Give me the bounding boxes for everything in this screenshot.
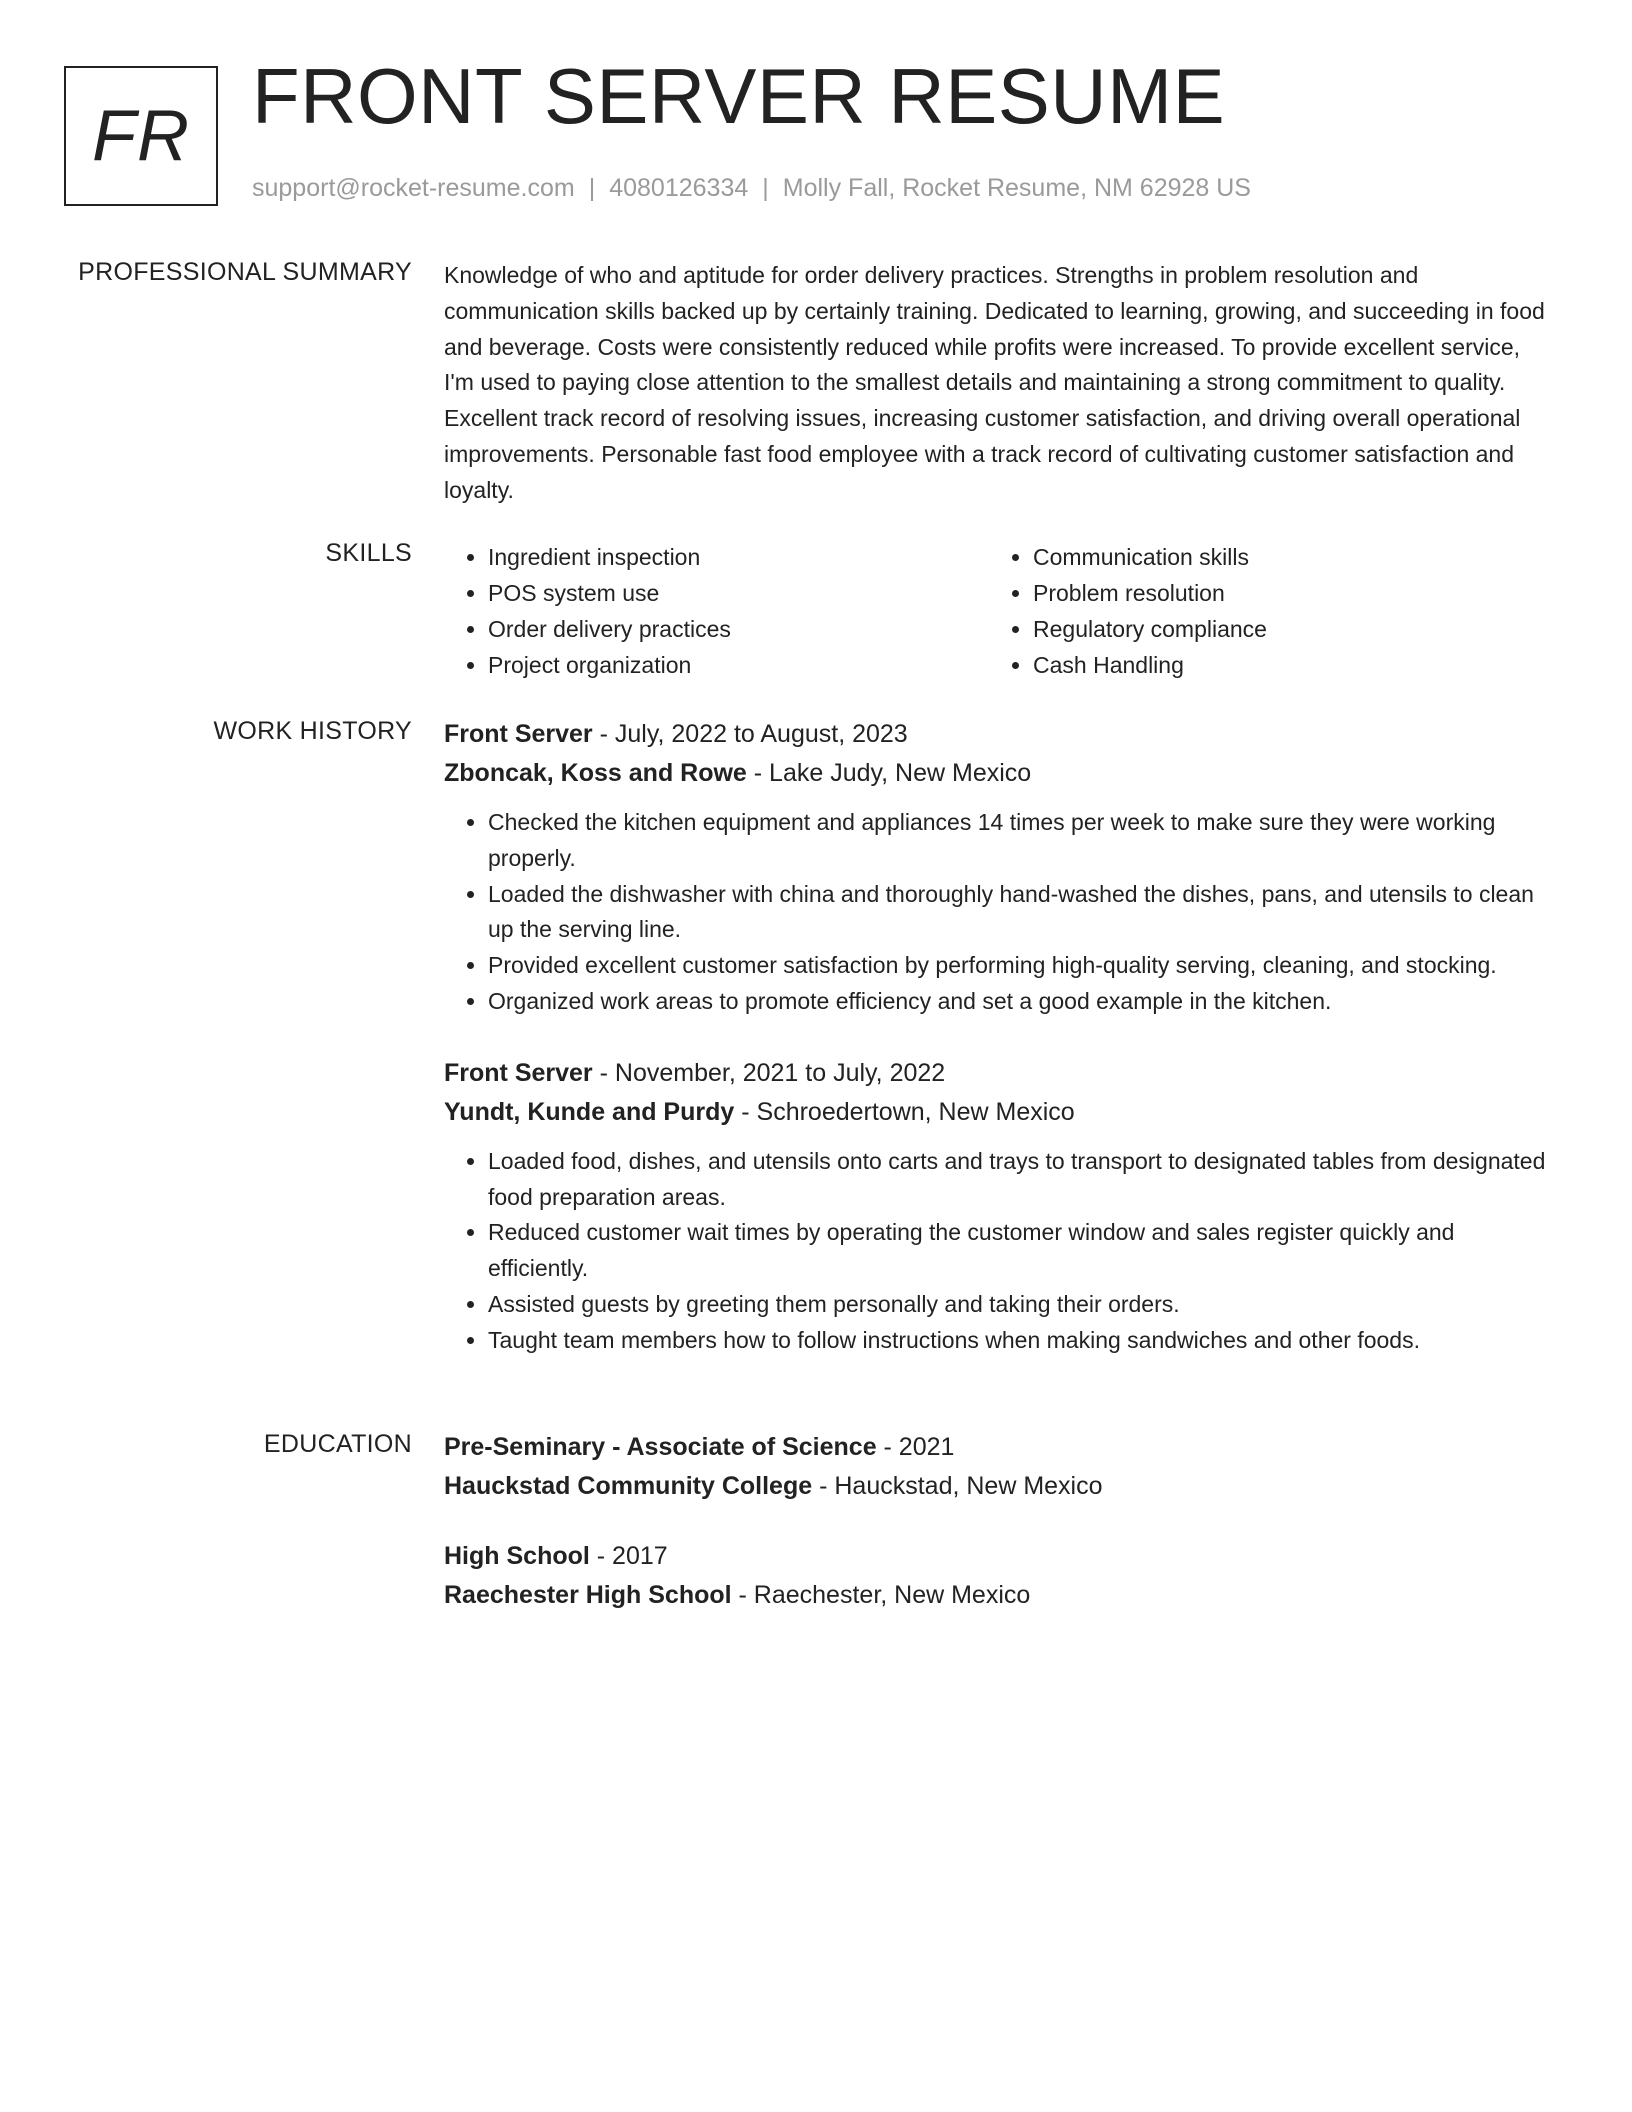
skills-body: [444, 539, 1554, 683]
work-history-body: [444, 715, 1554, 1359]
summary-heading: PROFESSIONAL SUMMARY: [78, 258, 412, 286]
education-year: - 2021: [876, 1433, 955, 1461]
skill-item: • Regulatory compliance: [1033, 611, 1534, 647]
education-body: [444, 1428, 1554, 1615]
contact-address: Molly Fall, Rocket Resume, NM 62928 US: [782, 174, 1251, 202]
education-entry: [444, 1537, 1554, 1615]
skills-column-left: [444, 539, 989, 683]
job-bullet: • Checked the kitchen equipment and appliances 14 times per week to make sure they were working properly.: [488, 805, 1554, 877]
education-location: - Raechester, New Mexico: [731, 1581, 1031, 1609]
job-bullets: [444, 1144, 1554, 1359]
job-location: - Lake Judy, New Mexico: [746, 759, 1032, 787]
skills-column-right: [989, 539, 1534, 683]
education-degree: High School: [444, 1542, 590, 1570]
job-title: Front Server: [444, 720, 593, 748]
job-entry: [444, 715, 1554, 1020]
skill-item: • Ingredient inspection: [488, 539, 989, 575]
job-bullet: • Loaded food, dishes, and utensils onto carts and trays to transport to designated tables from designated food preparation areas.: [488, 1144, 1554, 1216]
job-title-line: [444, 1054, 1554, 1093]
skill-item: • POS system use: [488, 575, 989, 611]
job-company: Yundt, Kunde and Purdy: [444, 1097, 735, 1126]
job-bullets: [444, 805, 1554, 1020]
job-company: Zboncak, Koss and Rowe: [444, 759, 747, 787]
job-bullet: • Organized work areas to promote efficiency and set a good example in the kitchen.: [488, 984, 1554, 1020]
education-entry: [444, 1428, 1554, 1506]
resume-title: FRONT SERVER RESUME: [252, 52, 1226, 140]
education-school-line: [444, 1576, 1554, 1615]
skill-item: • Project organization: [488, 647, 989, 683]
education-degree-line: [444, 1537, 1554, 1576]
job-company-line: [444, 754, 1554, 793]
monogram-badge: FR: [64, 66, 218, 206]
job-bullet: • Reduced customer wait times by operating the customer window and sales register quickly and efficiently.: [488, 1215, 1554, 1287]
contact-phone: 4080126334: [609, 174, 749, 202]
job-dates: - November, 2021 to July, 2022: [592, 1058, 946, 1087]
skill-item: • Problem resolution: [1033, 575, 1534, 611]
job-entry: [444, 1054, 1554, 1359]
job-bullet: • Loaded the dishwasher with china and thoroughly hand-washed the dishes, pans, and utensils to clean up the serving line.: [488, 877, 1554, 949]
skill-item: • Order delivery practices: [488, 611, 989, 647]
skills-heading: SKILLS: [325, 539, 412, 567]
education-school: Hauckstad Community College: [444, 1472, 813, 1500]
summary-body: [444, 258, 1554, 509]
education-school-line: [444, 1467, 1554, 1506]
education-year: - 2017: [589, 1542, 668, 1570]
contact-separator: |: [762, 174, 769, 202]
education-heading: EDUCATION: [263, 1430, 412, 1458]
job-dates: - July, 2022 to August, 2023: [592, 720, 908, 748]
education-degree-line: [444, 1428, 1554, 1467]
contact-email: support@rocket-resume.com: [252, 174, 575, 202]
job-bullet: • Provided excellent customer satisfaction by performing high-quality serving, cleaning, and stocking.: [488, 948, 1554, 984]
job-bullet: • Assisted guests by greeting them personally and taking their orders.: [488, 1287, 1554, 1323]
job-bullet: • Taught team members how to follow instructions when making sandwiches and other foods.: [488, 1323, 1554, 1359]
skill-item: • Communication skills: [1033, 539, 1534, 575]
contact-separator: |: [588, 174, 596, 202]
job-title-line: [444, 715, 1554, 754]
education-location: - Hauckstad, New Mexico: [812, 1472, 1103, 1500]
contact-line: [252, 174, 1251, 203]
summary-text: Knowledge of who and aptitude for order delivery practices. Strengths in problem resolution and communication skills backed up by certainly training. Dedicated to learning, growing, and succeeding in food and beverage. Costs were consistently reduced while profits were increased. To provide excellent service, I'm used to paying close attention to the smallest details and maintaining a strong commitment to quality. Excellent track record of resolving issues, increasing customer satisfaction, and driving overall operational improvements. Personable fast food employee with a track record of cultivating customer satisfaction and loyalty.: [444, 262, 1545, 503]
skill-item: • Cash Handling: [1033, 647, 1534, 683]
work-history-heading: WORK HISTORY: [213, 717, 412, 745]
education-school: Raechester High School: [444, 1581, 732, 1609]
job-title: Front Server: [444, 1058, 593, 1087]
skills-columns: [444, 539, 1554, 683]
job-company-line: [444, 1093, 1554, 1132]
job-location: - Schroedertown, New Mexico: [734, 1097, 1075, 1126]
education-degree: Pre-Seminary - Associate of Science: [444, 1433, 877, 1461]
